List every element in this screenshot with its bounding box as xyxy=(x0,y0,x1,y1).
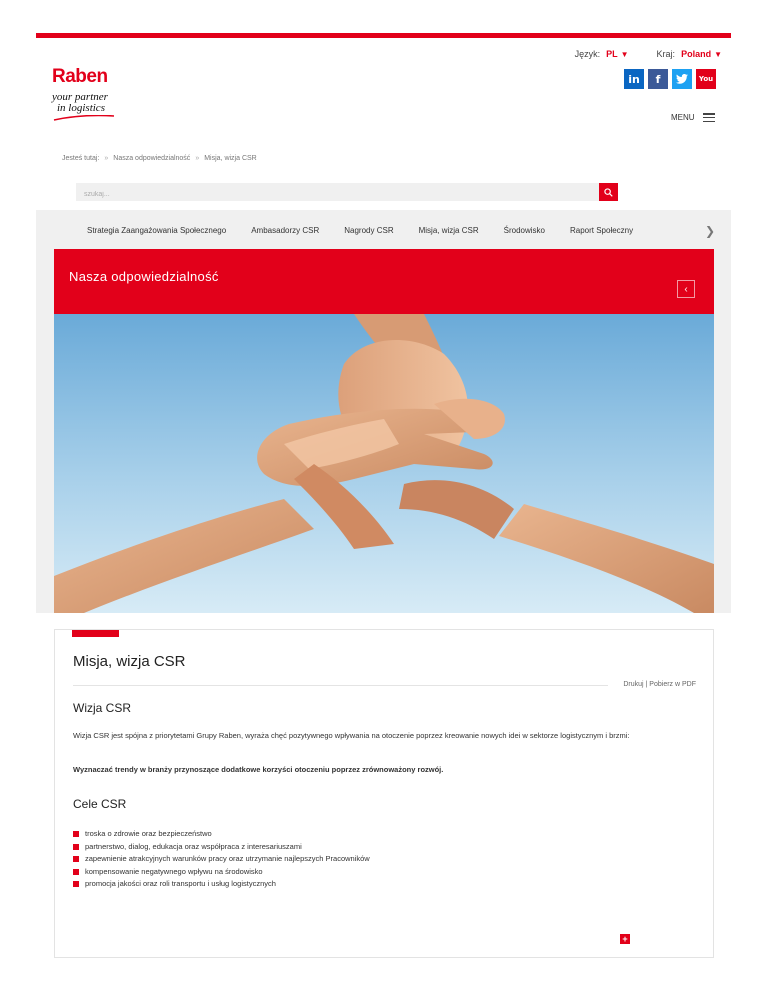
goal-text: zapewnienie atrakcyjnych warunków pracy oraz utrzymanie najlepszych Pracowników xyxy=(85,854,370,863)
bullet-icon xyxy=(73,869,79,875)
subnav-item-raport[interactable]: Raport Społeczny xyxy=(569,226,634,235)
article-title: Misja, wizja CSR xyxy=(73,653,186,670)
breadcrumb xyxy=(62,155,257,162)
search-icon xyxy=(604,188,613,197)
language-value: PL xyxy=(606,49,618,59)
subnav-next-arrow-icon[interactable]: ❯ xyxy=(704,224,715,238)
subnav-item-nagrody[interactable]: Nagrody CSR xyxy=(344,226,394,235)
list-item xyxy=(73,878,370,891)
bullet-icon xyxy=(73,844,79,850)
goal-text: promocja jakości oraz roli transportu i usług logistycznych xyxy=(85,879,276,888)
subnav-item-srodowisko[interactable]: Środowisko xyxy=(503,226,545,235)
section-title-cele: Cele CSR xyxy=(73,797,127,811)
subnav-item-ambasadorzy[interactable]: Ambasadorzy CSR xyxy=(251,226,320,235)
country-label: Kraj: xyxy=(656,49,676,59)
search-input[interactable] xyxy=(76,186,586,204)
wizja-paragraph: Wizja CSR jest spójna z priorytetami Grupy Raben, wyraża chęć pozytywnego wpływania na otoczenie poprzez kreowanie nowych idei w sektorze logistycznym i brzmi: xyxy=(73,731,630,740)
logo-tagline xyxy=(52,92,132,114)
breadcrumb-item[interactable]: Nasza odpowiedzialność xyxy=(113,155,191,162)
list-item xyxy=(73,828,370,841)
article-panel xyxy=(54,629,714,958)
breadcrumb-separator: » xyxy=(104,155,109,162)
logo-tagline-line-2: in logistics xyxy=(57,102,105,114)
article-accent-bar xyxy=(72,630,119,637)
wizja-motto: Wyznaczać trendy w branży przynoszące dodatkowe korzyści otoczeniu poprzez zrównoważony rozwój. xyxy=(73,765,444,774)
logo-tagline-line-1: your partner xyxy=(52,91,108,103)
language-selector[interactable] xyxy=(575,49,629,59)
hero-header xyxy=(54,249,714,314)
linkedin-icon[interactable]: in xyxy=(624,69,644,89)
language-label: Język: xyxy=(574,49,601,59)
subnav-item-strategia[interactable]: Strategia Zaangażowania Społecznego xyxy=(87,226,227,235)
locale-selectors xyxy=(575,49,722,59)
raben-logo[interactable] xyxy=(52,66,132,121)
list-item xyxy=(73,866,370,879)
menu-label: MENU xyxy=(671,113,695,122)
facebook-icon[interactable]: f xyxy=(648,69,668,89)
breadcrumb-prefix: Jesteś tutaj: xyxy=(62,155,100,162)
social-links xyxy=(624,69,716,89)
article-divider xyxy=(73,685,608,686)
hamburger-icon xyxy=(703,113,715,122)
bullet-icon xyxy=(73,831,79,837)
hero-title: Nasza odpowiedzialność xyxy=(69,269,219,284)
subnav-items xyxy=(36,226,731,235)
country-value: Poland xyxy=(681,49,712,59)
chevron-down-icon: ▼ xyxy=(714,50,722,59)
hands-illustration xyxy=(54,314,714,613)
goal-text: kompensowanie negatywnego wpływu na środowisko xyxy=(85,866,263,876)
breadcrumb-separator: » xyxy=(195,155,200,162)
section-title-wizja: Wizja CSR xyxy=(73,701,132,715)
logo-brand: Raben xyxy=(52,66,108,87)
subnav-item-misja[interactable]: Misja, wizja CSR xyxy=(418,226,479,235)
search-button[interactable] xyxy=(599,183,618,201)
breadcrumb-item-current: Misja, wizja CSR xyxy=(204,155,257,162)
goal-text: partnerstwo, dialog, edukacja oraz współpraca z interesariuszami xyxy=(85,841,302,851)
youtube-icon[interactable]: You xyxy=(696,69,716,89)
list-item xyxy=(73,853,370,866)
goal-text: troska o zdrowie oraz bezpieczeństwo xyxy=(85,829,212,838)
expand-plus-icon[interactable]: + xyxy=(620,934,630,944)
bullet-icon xyxy=(73,856,79,862)
chevron-left-icon[interactable]: ‹ xyxy=(677,280,695,298)
bullet-icon xyxy=(73,881,79,887)
hero-image-hands xyxy=(54,314,714,613)
twitter-bird-icon xyxy=(676,74,688,84)
menu-button[interactable] xyxy=(671,113,715,122)
chevron-down-icon: ▼ xyxy=(620,50,629,59)
country-selector[interactable] xyxy=(657,49,722,59)
goals-list xyxy=(73,828,370,891)
article-actions[interactable]: Drukuj | Pobierz w PDF xyxy=(623,681,696,688)
search-bar xyxy=(76,183,618,201)
twitter-icon[interactable] xyxy=(672,69,692,89)
logo-swoosh-icon xyxy=(52,115,116,121)
top-accent-bar xyxy=(36,33,731,38)
list-item xyxy=(73,841,370,854)
